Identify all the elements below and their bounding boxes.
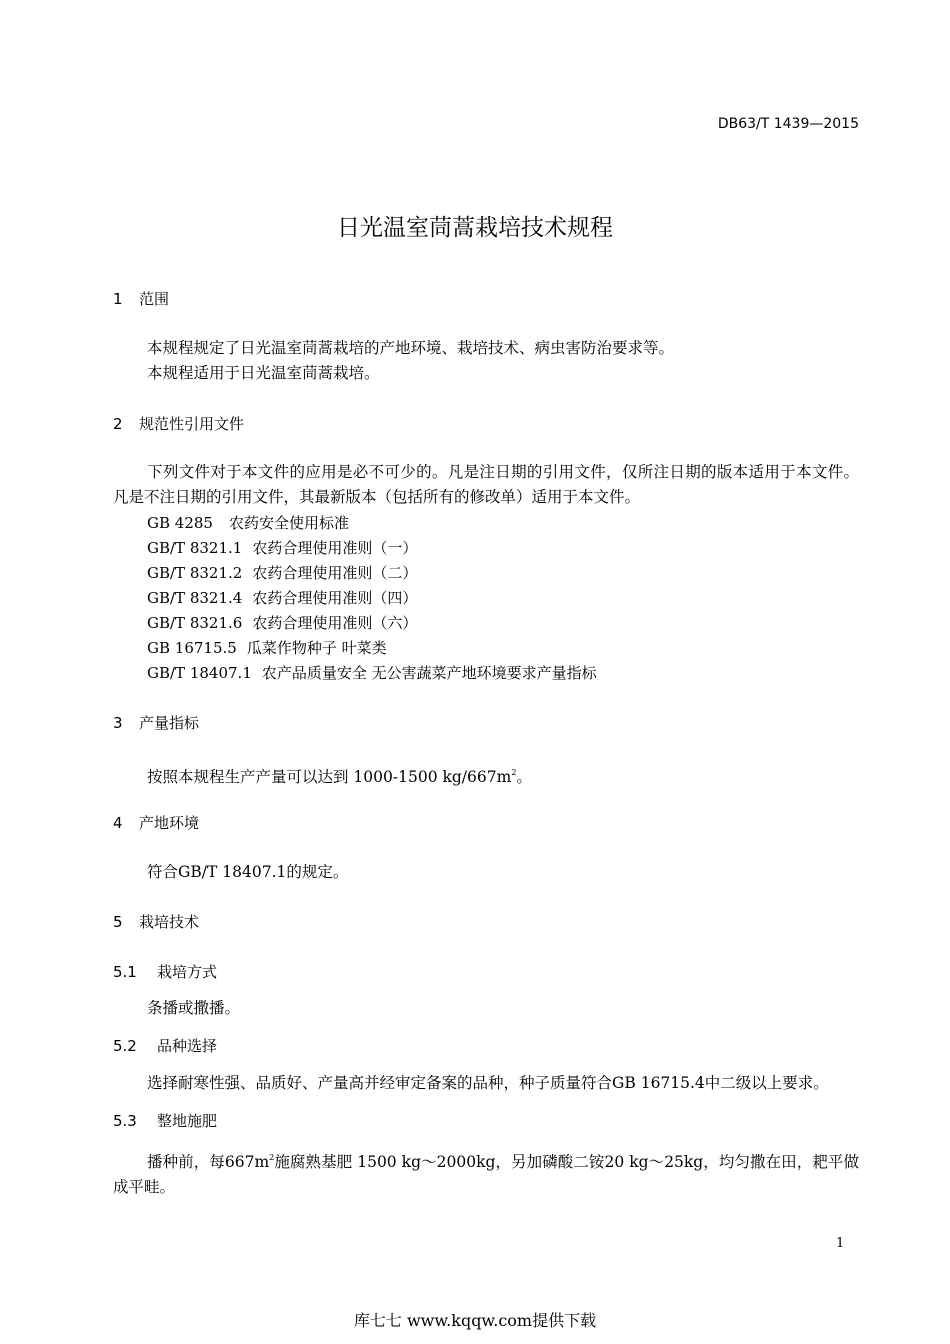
superscript: 2 bbox=[269, 1153, 275, 1162]
reference-name: 农药合理使用准则（二） bbox=[252, 564, 418, 582]
document-title: 日光温室茼蒿栽培技术规程 bbox=[337, 215, 613, 241]
subsection-heading-5-3 bbox=[113, 1110, 217, 1131]
paragraph: 选择耐寒性强、品质好、产量高并经审定备案的品种，种子质量符合GB 16715.4中二级以上要求。 bbox=[147, 1074, 829, 1092]
paragraph-text: 按照本规程生产产量可以达到 1000-1500 kg/667m bbox=[147, 768, 512, 786]
paragraph: 下列文件对于本文件的应用是必不可少的。凡是注日期的引用文件，仅所注日期的版本适用于本文件。凡是不注日期的引用文件，其最新版本（包括所有的修改单）适用于本文件。 bbox=[113, 463, 859, 506]
subsection-number: 5.3 bbox=[113, 1112, 137, 1130]
section-heading-1 bbox=[113, 288, 169, 309]
section-heading-4 bbox=[113, 812, 199, 833]
paragraph: 符合GB/T 18407.1的规定。 bbox=[147, 863, 349, 881]
reference-code: GB/T 8321.1 bbox=[147, 539, 243, 557]
reference-name: 农药安全使用标准 bbox=[228, 514, 349, 532]
standard-code: DB63/T 1439—2015 bbox=[717, 116, 859, 132]
reference-name: 农药合理使用准则（一） bbox=[252, 539, 418, 557]
paragraph-text: 施腐熟基肥 1500 kg～2000kg，另加磷酸二铵20 kg～25kg，均匀撒在田，耙平做成平畦。 bbox=[113, 1153, 859, 1196]
section-heading-5 bbox=[113, 911, 199, 932]
subsection-number: 5.1 bbox=[113, 963, 137, 981]
paragraph-text: 播种前，每667m bbox=[147, 1153, 270, 1171]
subsection-title: 整地施肥 bbox=[157, 1112, 218, 1130]
reference-item bbox=[147, 612, 417, 633]
paragraph: 条播或撒播。 bbox=[147, 999, 241, 1017]
reference-code: GB/T 8321.2 bbox=[147, 564, 243, 582]
paragraph-text: 。 bbox=[516, 768, 532, 786]
reference-code: GB 4285 bbox=[147, 514, 213, 532]
section-number: 1 bbox=[113, 290, 123, 308]
reference-code: GB/T 18407.1 bbox=[147, 664, 252, 682]
reference-name: 农药合理使用准则（六） bbox=[252, 614, 418, 632]
subsection-heading-5-1 bbox=[113, 961, 217, 982]
section-title: 产地环境 bbox=[139, 814, 200, 832]
section-number: 4 bbox=[113, 814, 123, 832]
page-number: 1 bbox=[836, 1236, 845, 1251]
section-number: 3 bbox=[113, 714, 123, 732]
reference-code: GB 16715.5 bbox=[147, 639, 237, 657]
download-footer: 库七七 www.kqqw.com提供下载 bbox=[353, 1311, 597, 1330]
section-number: 5 bbox=[113, 913, 123, 931]
subsection-title: 品种选择 bbox=[157, 1037, 218, 1055]
reference-code: GB/T 8321.6 bbox=[147, 614, 243, 632]
subsection-number: 5.2 bbox=[113, 1037, 137, 1055]
section-title: 产量指标 bbox=[139, 714, 200, 732]
reference-item bbox=[147, 562, 417, 583]
reference-item bbox=[147, 512, 349, 533]
subsection-heading-5-2 bbox=[113, 1035, 217, 1056]
paragraph: 本规程适用于日光温室茼蒿栽培。 bbox=[147, 364, 380, 382]
reference-code: GB/T 8321.4 bbox=[147, 589, 243, 607]
paragraph bbox=[147, 760, 532, 790]
subsection-title: 栽培方式 bbox=[157, 963, 218, 981]
reference-item bbox=[147, 587, 417, 608]
section-number: 2 bbox=[113, 415, 123, 433]
superscript: 2 bbox=[511, 768, 517, 777]
paragraph: 本规程规定了日光温室茼蒿栽培的产地环境、栽培技术、病虫害防治要求等。 bbox=[147, 339, 675, 357]
section-title: 规范性引用文件 bbox=[139, 415, 245, 433]
reference-name: 瓜菜作物种子 叶菜类 bbox=[246, 639, 387, 657]
section-title: 范围 bbox=[139, 290, 170, 308]
reference-item bbox=[147, 537, 417, 558]
section-title: 栽培技术 bbox=[139, 913, 200, 931]
paragraph bbox=[113, 1145, 859, 1200]
reference-name: 农药合理使用准则（四） bbox=[252, 589, 418, 607]
section-heading-3 bbox=[113, 712, 199, 733]
reference-item bbox=[147, 662, 597, 683]
reference-item bbox=[147, 637, 387, 658]
section-heading-2 bbox=[113, 413, 244, 434]
reference-name: 农产品质量安全 无公害蔬菜产地环境要求产量指标 bbox=[261, 664, 597, 682]
